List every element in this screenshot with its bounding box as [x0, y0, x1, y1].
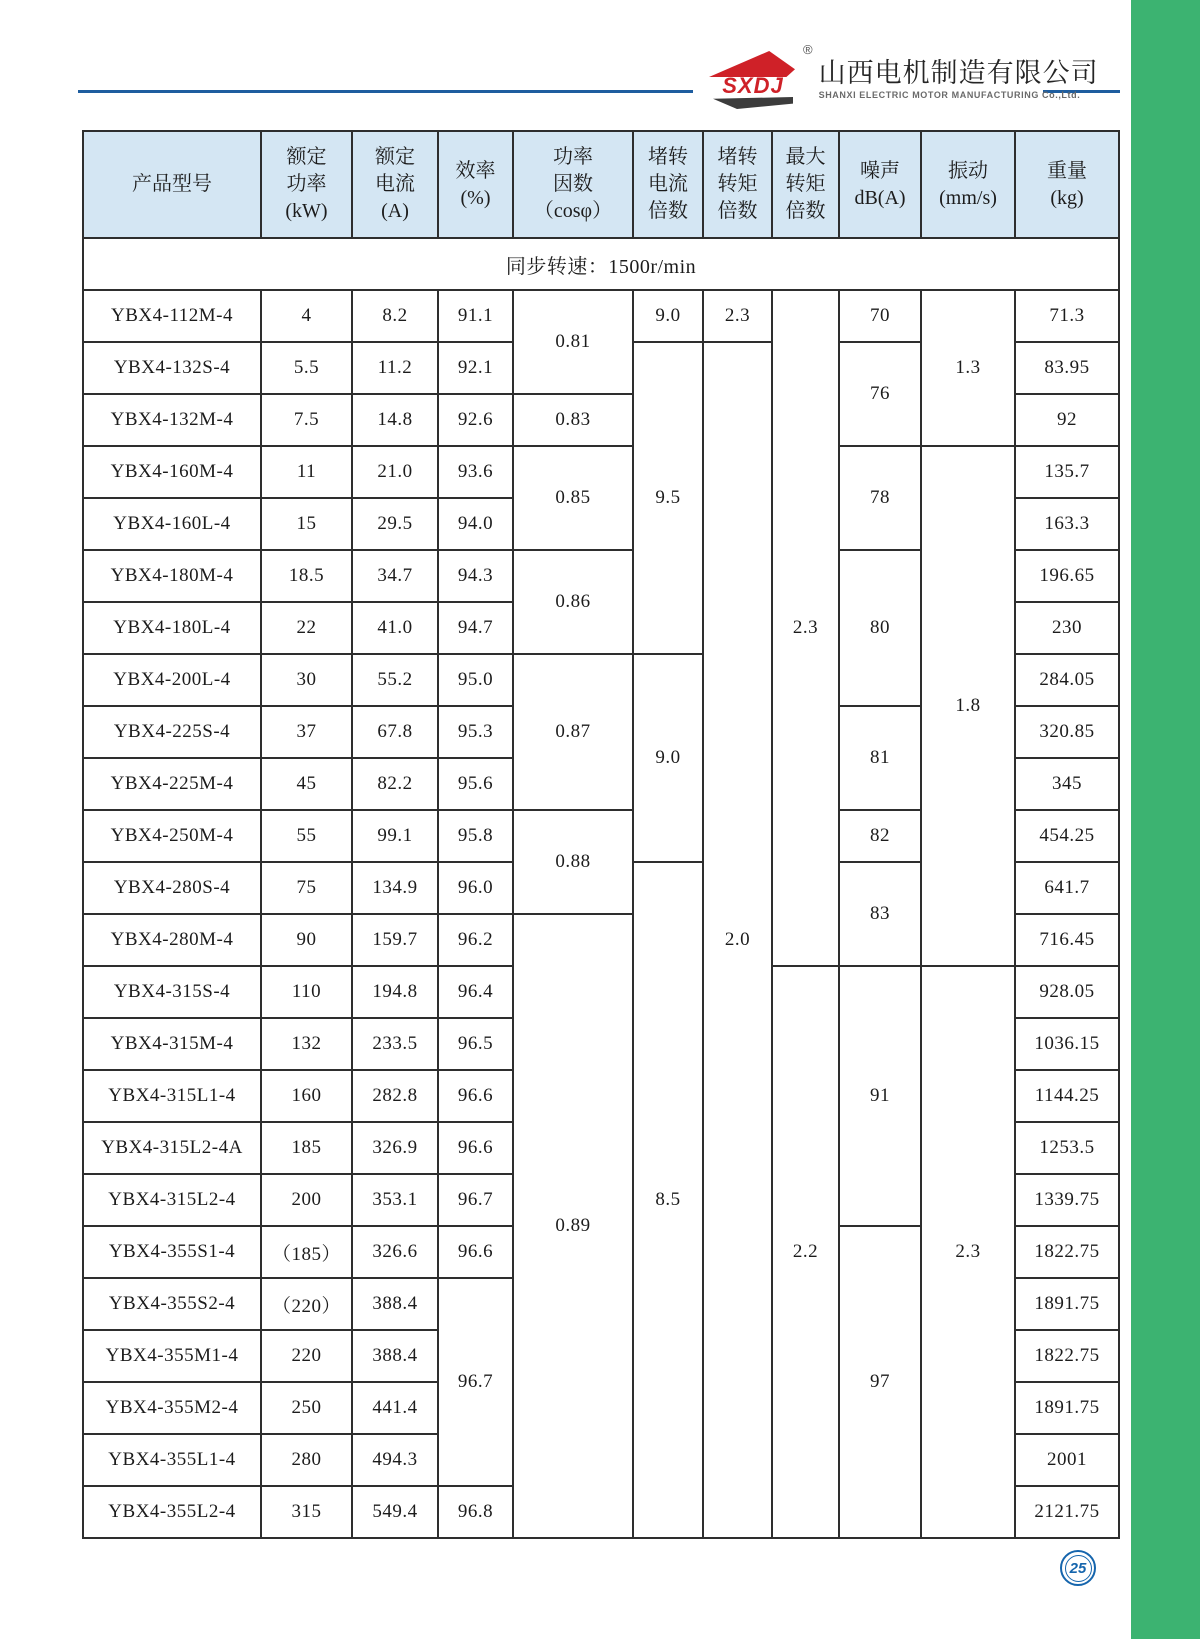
cell-locked-rotor-torque-ratio: 2.3 [703, 290, 772, 342]
cell-noise: 80 [839, 550, 921, 706]
cell-model: YBX4-355L2-4 [83, 1486, 261, 1538]
cell-rated-power: 5.5 [261, 342, 352, 394]
sxdj-logo-icon [705, 49, 801, 109]
cell-noise: 70 [839, 290, 921, 342]
cell-rated-power: 250 [261, 1382, 352, 1434]
cell-power-factor: 0.89 [513, 914, 633, 1538]
cell-rated-current: 55.2 [352, 654, 438, 706]
cell-efficiency: 96.7 [438, 1278, 513, 1486]
cell-rated-current: 233.5 [352, 1018, 438, 1070]
cell-efficiency: 94.3 [438, 550, 513, 602]
cell-power-factor: 0.85 [513, 446, 633, 550]
cell-rated-current: 353.1 [352, 1174, 438, 1226]
cell-model: YBX4-180M-4 [83, 550, 261, 602]
cell-weight: 284.05 [1015, 654, 1119, 706]
cell-power-factor: 0.88 [513, 810, 633, 914]
cell-model: YBX4-132M-4 [83, 394, 261, 446]
cell-rated-power: 37 [261, 706, 352, 758]
cell-weight: 1339.75 [1015, 1174, 1119, 1226]
company-name-english: SHANXI ELECTRIC MOTOR MANUFACTURING Co.,Ltd. [818, 90, 1081, 100]
header-row [83, 131, 1119, 238]
company-name-chinese: 山西电机制造有限公司 [818, 58, 1099, 88]
column-header-model: 产品型号 [83, 131, 261, 238]
page-number: 25 [1065, 1555, 1092, 1582]
logo-swoosh-shape [713, 97, 793, 109]
cell-weight: 1036.15 [1015, 1018, 1119, 1070]
table-header [83, 131, 1119, 238]
cell-weight: 1891.75 [1015, 1278, 1119, 1330]
company-logo [693, 40, 1099, 118]
cell-rated-current: 67.8 [352, 706, 438, 758]
cell-model: YBX4-315L2-4A [83, 1122, 261, 1174]
cell-rated-current: 441.4 [352, 1382, 438, 1434]
cell-rated-power: 30 [261, 654, 352, 706]
cell-model: YBX4-280S-4 [83, 862, 261, 914]
cell-noise: 83 [839, 862, 921, 966]
cell-model: YBX4-160M-4 [83, 446, 261, 498]
cell-rated-power: 200 [261, 1174, 352, 1226]
cell-rated-current: 549.4 [352, 1486, 438, 1538]
cell-power-factor: 0.87 [513, 654, 633, 810]
cell-vibration: 2.3 [921, 966, 1015, 1538]
cell-weight: 454.25 [1015, 810, 1119, 862]
cell-rated-current: 29.5 [352, 498, 438, 550]
cell-locked-rotor-torque-ratio: 2.0 [703, 342, 772, 1538]
cell-efficiency: 96.6 [438, 1070, 513, 1122]
cell-noise: 78 [839, 446, 921, 550]
cell-weight: 2121.75 [1015, 1486, 1119, 1538]
cell-efficiency: 94.0 [438, 498, 513, 550]
cell-rated-power: （220） [261, 1278, 352, 1330]
column-header-efficiency: 效率 (%) [438, 131, 513, 238]
column-header-noise: 噪声 dB(A) [839, 131, 921, 238]
cell-rated-current: 99.1 [352, 810, 438, 862]
cell-model: YBX4-315M-4 [83, 1018, 261, 1070]
cell-rated-current: 14.8 [352, 394, 438, 446]
cell-locked-rotor-current-ratio: 9.0 [633, 290, 703, 342]
cell-model: YBX4-225S-4 [83, 706, 261, 758]
cell-rated-power: 160 [261, 1070, 352, 1122]
side-band [1131, 0, 1200, 1639]
cell-rated-current: 34.7 [352, 550, 438, 602]
cell-efficiency: 95.8 [438, 810, 513, 862]
cell-rated-current: 388.4 [352, 1330, 438, 1382]
cell-weight: 1822.75 [1015, 1330, 1119, 1382]
cell-weight: 163.3 [1015, 498, 1119, 550]
cell-model: YBX4-315S-4 [83, 966, 261, 1018]
cell-rated-power: 315 [261, 1486, 352, 1538]
cell-weight: 230 [1015, 602, 1119, 654]
cell-efficiency: 92.6 [438, 394, 513, 446]
cell-efficiency: 95.0 [438, 654, 513, 706]
cell-rated-power: 22 [261, 602, 352, 654]
cell-power-factor: 0.83 [513, 394, 633, 446]
cell-weight: 92 [1015, 394, 1119, 446]
cell-rated-power: 185 [261, 1122, 352, 1174]
cell-rated-current: 21.0 [352, 446, 438, 498]
company-names [819, 58, 1099, 100]
cell-rated-power: 11 [261, 446, 352, 498]
table-row [83, 446, 1119, 498]
cell-noise: 91 [839, 966, 921, 1226]
cell-vibration: 1.8 [921, 446, 1015, 966]
cell-rated-power: 90 [261, 914, 352, 966]
cell-rated-current: 8.2 [352, 290, 438, 342]
column-header-locked-rotor-current-ratio: 堵转 电流 倍数 [633, 131, 703, 238]
cell-rated-power: 220 [261, 1330, 352, 1382]
cell-rated-power: 45 [261, 758, 352, 810]
cell-efficiency: 96.6 [438, 1226, 513, 1278]
cell-model: YBX4-355S2-4 [83, 1278, 261, 1330]
cell-model: YBX4-200L-4 [83, 654, 261, 706]
cell-model: YBX4-315L2-4 [83, 1174, 261, 1226]
column-header-locked-rotor-torque-ratio: 堵转 转矩 倍数 [703, 131, 772, 238]
logo-text: SXDJ [722, 73, 784, 98]
cell-efficiency: 96.5 [438, 1018, 513, 1070]
cell-rated-current: 41.0 [352, 602, 438, 654]
cell-efficiency: 91.1 [438, 290, 513, 342]
cell-efficiency: 96.4 [438, 966, 513, 1018]
cell-model: YBX4-225M-4 [83, 758, 261, 810]
cell-rated-current: 159.7 [352, 914, 438, 966]
cell-efficiency: 92.1 [438, 342, 513, 394]
cell-rated-current: 326.6 [352, 1226, 438, 1278]
cell-rated-power: （185） [261, 1226, 352, 1278]
cell-weight: 716.45 [1015, 914, 1119, 966]
cell-weight: 71.3 [1015, 290, 1119, 342]
column-header-weight: 重量 (kg) [1015, 131, 1119, 238]
cell-max-torque-ratio: 2.3 [772, 290, 839, 966]
cell-rated-current: 282.8 [352, 1070, 438, 1122]
cell-rated-power: 18.5 [261, 550, 352, 602]
cell-weight: 1891.75 [1015, 1382, 1119, 1434]
cell-rated-current: 194.8 [352, 966, 438, 1018]
cell-weight: 83.95 [1015, 342, 1119, 394]
cell-rated-current: 326.9 [352, 1122, 438, 1174]
cell-weight: 641.7 [1015, 862, 1119, 914]
sync-speed-label: 同步转速：1500r/min [83, 238, 1119, 290]
cell-efficiency: 95.3 [438, 706, 513, 758]
cell-rated-power: 110 [261, 966, 352, 1018]
cell-rated-power: 55 [261, 810, 352, 862]
cell-weight: 320.85 [1015, 706, 1119, 758]
cell-efficiency: 94.7 [438, 602, 513, 654]
cell-locked-rotor-current-ratio: 9.0 [633, 654, 703, 862]
column-header-power-factor: 功率 因数 （cosφ） [513, 131, 633, 238]
cell-model: YBX4-280M-4 [83, 914, 261, 966]
cell-weight: 1253.5 [1015, 1122, 1119, 1174]
cell-rated-power: 7.5 [261, 394, 352, 446]
cell-max-torque-ratio: 2.2 [772, 966, 839, 1538]
cell-model: YBX4-180L-4 [83, 602, 261, 654]
cell-rated-power: 280 [261, 1434, 352, 1486]
cell-noise: 97 [839, 1226, 921, 1538]
cell-efficiency: 96.6 [438, 1122, 513, 1174]
table-row [83, 290, 1119, 342]
cell-model: YBX4-355S1-4 [83, 1226, 261, 1278]
cell-weight: 345 [1015, 758, 1119, 810]
page-number-badge [1060, 1550, 1096, 1586]
cell-efficiency: 93.6 [438, 446, 513, 498]
cell-noise: 76 [839, 342, 921, 446]
cell-model: YBX4-355L1-4 [83, 1434, 261, 1486]
cell-rated-power: 132 [261, 1018, 352, 1070]
cell-rated-current: 388.4 [352, 1278, 438, 1330]
section-row [83, 238, 1119, 290]
cell-rated-power: 15 [261, 498, 352, 550]
cell-rated-current: 134.9 [352, 862, 438, 914]
cell-model: YBX4-250M-4 [83, 810, 261, 862]
motor-spec-table [82, 130, 1120, 1539]
cell-model: YBX4-132S-4 [83, 342, 261, 394]
cell-rated-power: 4 [261, 290, 352, 342]
registered-trademark-icon: ® [803, 42, 813, 57]
column-header-rated-current: 额定 电流 (A) [352, 131, 438, 238]
cell-noise: 81 [839, 706, 921, 810]
cell-power-factor: 0.81 [513, 290, 633, 394]
cell-model: YBX4-160L-4 [83, 498, 261, 550]
cell-efficiency: 96.2 [438, 914, 513, 966]
cell-weight: 1822.75 [1015, 1226, 1119, 1278]
cell-efficiency: 96.7 [438, 1174, 513, 1226]
cell-weight: 1144.25 [1015, 1070, 1119, 1122]
column-header-vibration: 振动 (mm/s) [921, 131, 1015, 238]
cell-model: YBX4-355M2-4 [83, 1382, 261, 1434]
cell-locked-rotor-current-ratio: 9.5 [633, 342, 703, 654]
cell-rated-current: 82.2 [352, 758, 438, 810]
cell-weight: 928.05 [1015, 966, 1119, 1018]
cell-model: YBX4-112M-4 [83, 290, 261, 342]
cell-rated-current: 494.3 [352, 1434, 438, 1486]
cell-model: YBX4-355M1-4 [83, 1330, 261, 1382]
cell-weight: 196.65 [1015, 550, 1119, 602]
cell-efficiency: 95.6 [438, 758, 513, 810]
cell-model: YBX4-315L1-4 [83, 1070, 261, 1122]
cell-efficiency: 96.8 [438, 1486, 513, 1538]
cell-noise: 82 [839, 810, 921, 862]
cell-power-factor: 0.86 [513, 550, 633, 654]
cell-locked-rotor-current-ratio: 8.5 [633, 862, 703, 1538]
cell-efficiency: 96.0 [438, 862, 513, 914]
column-header-rated-power: 额定 功率 (kW) [261, 131, 352, 238]
cell-weight: 2001 [1015, 1434, 1119, 1486]
cell-rated-current: 11.2 [352, 342, 438, 394]
table-body [83, 238, 1119, 1538]
cell-weight: 135.7 [1015, 446, 1119, 498]
column-header-max-torque-ratio: 最大 转矩 倍数 [772, 131, 839, 238]
cell-vibration: 1.3 [921, 290, 1015, 446]
cell-rated-power: 75 [261, 862, 352, 914]
